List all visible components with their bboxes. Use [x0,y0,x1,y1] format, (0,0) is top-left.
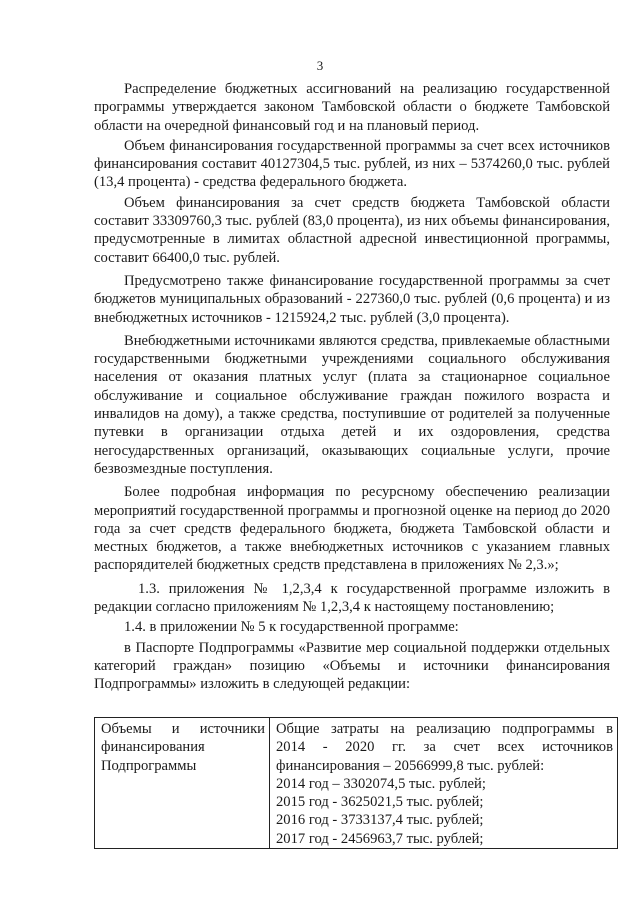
value-line-2014: 2014 год – 3302074,5 тыс. рублей; [276,775,486,792]
value-line-2015: 2015 год - 3625021,5 тыс. рублей; [276,794,484,811]
label-line: Объемы и источники [101,721,265,737]
paragraph-item-1-3: 1.3. приложения № 1,2,3,4 к государственной программе изложить в редакции согласно приложениям № 1,2,3,4 к настоящему постановлению; [94,580,610,616]
value-line-2016: 2016 год - 3733137,4 тыс. рублей; [276,812,484,829]
paragraph-municipal-funding: Предусмотрено также финансирование государственной программы за счет бюджетов муниципальных образований - 227360,0 тыс. рублей (0,6 процента) и из внебюджетных источников - 1215924,2 тыс. рублей (3,0 процента). [94,272,610,326]
paragraph-total-financing: Объем финансирования государственной программы за счет всех источников финансирования составит 40127304,5 тыс. рублей, из них – 5374260,0 тыс. рублей (13,4 процента) - средства федерального бюджета. [94,137,610,191]
paragraph-extrabudgetary-sources: Внебюджетными источниками являются средства, привлекаемые областными государственными бюджетными учреждениями социального обслуживания населения от оказания платных услуг (плата за стационарное социальное обслуживание и социальное обслуживание граждан пожилого возраста и инвалидов на дому), а также средства, поступившие от родителей за полученные путевки в организации отдыха детей и их оздоровления, средства негосударственных организаций, оказывающих социальные услуги, прочие безвозмездные поступления. [94,332,610,477]
financing-label-cell [95,718,270,849]
table-row [95,718,618,849]
value-line: 2014 - 2020 гг. за счет всех источников [276,739,613,756]
paragraph-detailed-info: Более подробная информация по ресурсному обеспечению реализации мероприятий государственной программы и прогнозной оценке на период до 2020 года за счет средств федерального бюджета, бюджета Тамбовской области и местных бюджетов, а также внебюджетных источников с указанием главных распорядителей бюджетных средств представлена в приложениях № 2,3.»; [94,484,610,574]
paragraph-passport-subprogram: в Паспорте Подпрограммы «Развитие мер социальной поддержки отдельных категорий граждан» позицию «Объемы и источники финансирования Подпрограммы» изложить в следующей редакции: [94,639,610,693]
financing-table [94,717,618,849]
label-line: финансирования [101,739,205,756]
value-line-2017: 2017 год - 2456963,7 тыс. рублей; [276,830,484,847]
paragraph-item-1-4: 1.4. в приложении № 5 к государственной программе: [124,619,459,636]
page-number: 3 [316,58,324,73]
value-line: Общие затраты на реализацию подпрограммы в [276,721,613,737]
paragraph-budget-distribution: Распределение бюджетных ассигнований на реализацию государственной программы утверждается законом Тамбовской области о бюджете Тамбовской области на очередной финансовый год и на плановый период. [94,81,610,134]
label-line: Подпрограммы [101,757,197,774]
value-line: финансирования – 20566999,8 тыс. рублей: [276,757,545,774]
paragraph-regional-budget: Объем финансирования за счет средств бюджета Тамбовской области составит 33309760,3 тыс. рублей (83,0 процента), из них объемы финансирования, предусмотренные в лимитах областной адресной инвестиционной программы, составит 66400,0 тыс. рублей. [94,194,610,266]
document-body [94,80,610,699]
financing-value-cell [270,718,618,849]
